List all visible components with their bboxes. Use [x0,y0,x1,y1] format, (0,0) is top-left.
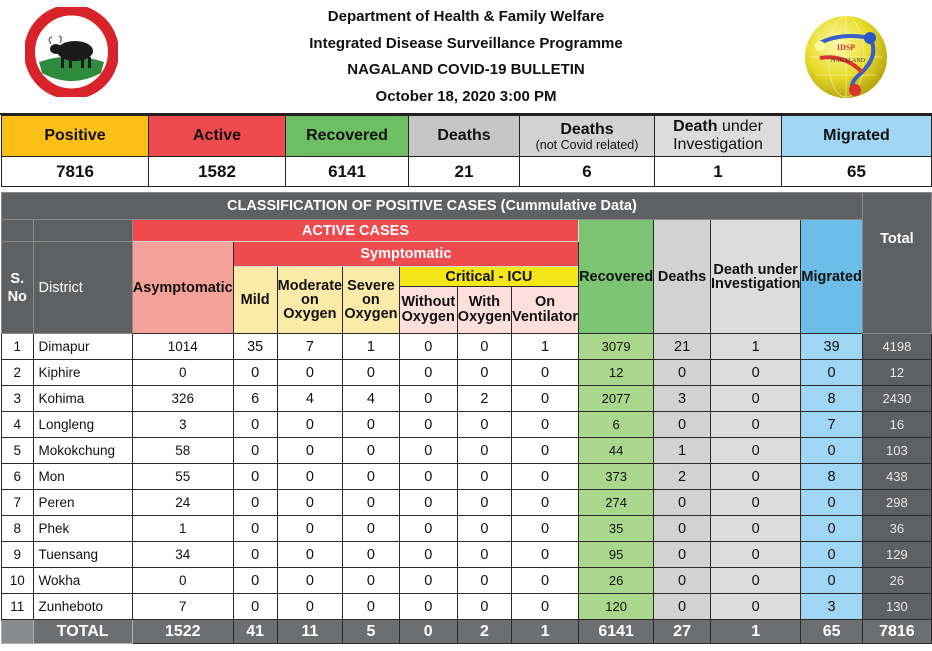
severe-cell: 0 [343,490,400,516]
without-oxygen-cell: 0 [399,386,457,412]
table-row [2,438,932,464]
asymptomatic-cell: 7 [132,594,233,620]
migrated-cell: 7 [801,412,862,438]
deaths-cell: 0 [654,412,711,438]
migrated-cell: 3 [801,594,862,620]
summary-deaths-non-covid-label [520,116,655,157]
totals-moderate: 11 [277,620,342,644]
deaths-cell: 21 [654,334,711,360]
asymptomatic-cell: 3 [132,412,233,438]
header-asymptomatic: Asymptomatic [132,242,233,334]
district-rows [2,334,932,620]
severe-cell: 0 [343,464,400,490]
mild-cell: 0 [233,412,277,438]
death-investigation-cell: 0 [710,412,800,438]
asymptomatic-cell: 58 [132,438,233,464]
summary-migrated-label: Migrated [782,116,932,157]
header-with-oxygen [457,287,511,334]
deaths-cell: 2 [654,464,711,490]
total-cell: 16 [862,412,931,438]
recovered-cell: 3079 [579,334,654,360]
district-cell: Mon [33,464,132,490]
header-blank-sno [2,220,34,242]
migrated-cell: 0 [801,360,862,386]
recovered-cell: 120 [579,594,654,620]
sno-cell: 11 [2,594,34,620]
severe-cell: 0 [343,542,400,568]
sno-cell: 10 [2,568,34,594]
header-moderate-line2: on Oxygen [283,292,337,322]
migrated-cell: 0 [801,490,862,516]
recovered-cell: 274 [579,490,654,516]
mild-cell: 0 [233,464,277,490]
totals-without-oxygen: 0 [399,620,457,644]
totals-on-ventilator: 1 [511,620,578,644]
table-row [2,516,932,542]
district-cell: Tuensang [33,542,132,568]
summary-deaths-non-covid-title: Deaths [560,120,614,138]
totals-label: TOTAL [33,620,132,644]
recovered-cell: 373 [579,464,654,490]
table-row [2,594,932,620]
mild-cell: 0 [233,438,277,464]
bulletin-date: October 18, 2020 3:00 PM [375,87,557,105]
total-cell: 438 [862,464,931,490]
header-active-cases: ACTIVE CASES [132,220,578,242]
on-ventilator-cell: 0 [511,594,578,620]
total-cell: 12 [862,360,931,386]
mild-cell: 0 [233,568,277,594]
without-oxygen-cell: 0 [399,516,457,542]
on-ventilator-cell: 0 [511,360,578,386]
mild-cell: 0 [233,490,277,516]
without-oxygen-cell: 0 [399,568,457,594]
death-investigation-cell: 0 [710,594,800,620]
summary-active-value: 1582 [149,157,286,187]
moderate-cell: 0 [277,594,342,620]
death-investigation-cell: 0 [710,568,800,594]
svg-text:NAGALAND: NAGALAND [831,58,865,64]
summary-death-investigation-rest: under [717,118,763,135]
severe-cell: 1 [343,334,400,360]
asymptomatic-cell: 1 [132,516,233,542]
with-oxygen-cell: 0 [457,594,511,620]
totals-deaths: 27 [654,620,711,644]
death-investigation-cell: 0 [710,542,800,568]
deaths-cell: 0 [654,516,711,542]
mild-cell: 35 [233,334,277,360]
header-symptomatic-label: Symptomatic [360,246,452,262]
deaths-cell: 3 [654,386,711,412]
district-cell: Phek [33,516,132,542]
header-with-line1: With [468,294,501,310]
summary-positive-value: 7816 [2,157,149,187]
mild-cell: 0 [233,516,277,542]
deaths-cell: 0 [654,594,711,620]
header-mild: Mild [233,267,277,334]
sno-cell: 7 [2,490,34,516]
with-oxygen-cell: 0 [457,490,511,516]
moderate-cell: 0 [277,542,342,568]
total-cell: 130 [862,594,931,620]
mild-cell: 0 [233,542,277,568]
totals-migrated: 65 [801,620,862,644]
moderate-cell: 0 [277,412,342,438]
summary-death-investigation-value: 1 [655,157,782,187]
death-investigation-cell: 0 [710,386,800,412]
totals-with-oxygen: 2 [457,620,511,644]
migrated-cell: 8 [801,464,862,490]
header-with-line2: Oxygen [457,309,511,325]
recovered-cell: 6 [579,412,654,438]
on-ventilator-cell: 0 [511,438,578,464]
district-cell: Longleng [33,412,132,438]
on-ventilator-cell: 0 [511,464,578,490]
sno-cell: 8 [2,516,34,542]
recovered-cell: 12 [579,360,654,386]
without-oxygen-cell: 0 [399,438,457,464]
summary-migrated-value: 65 [782,157,932,187]
header-district: District [33,242,132,334]
table-row [2,334,932,360]
sno-cell: 1 [2,334,34,360]
on-ventilator-cell: 0 [511,542,578,568]
death-investigation-cell: 0 [710,438,800,464]
bulletin-title-block [200,4,732,110]
with-oxygen-cell: 0 [457,438,511,464]
without-oxygen-cell: 0 [399,464,457,490]
header-sno [2,242,34,334]
death-investigation-cell: 0 [710,490,800,516]
nagaland-government-emblem-icon [25,7,118,97]
asymptomatic-cell: 0 [132,568,233,594]
death-investigation-cell: 0 [710,516,800,542]
totals-mild: 41 [233,620,277,644]
totals-total: 7816 [862,620,931,644]
table-row [2,360,932,386]
death-investigation-cell: 1 [710,334,800,360]
asymptomatic-cell: 55 [132,464,233,490]
severe-cell: 0 [343,438,400,464]
summary-deaths-non-covid-value: 6 [520,157,655,187]
header-deaths: Deaths [654,220,711,334]
district-cell: Kohima [33,386,132,412]
table-row [2,464,932,490]
table-row [2,412,932,438]
summary-death-investigation-label [655,116,782,157]
deaths-cell: 1 [654,438,711,464]
without-oxygen-cell: 0 [399,412,457,438]
migrated-cell: 0 [801,568,862,594]
summary-deaths-value: 21 [409,157,520,187]
without-oxygen-cell: 0 [399,542,457,568]
moderate-cell: 0 [277,490,342,516]
severe-cell: 4 [343,386,400,412]
without-oxygen-cell: 0 [399,490,457,516]
mild-cell: 0 [233,360,277,386]
with-oxygen-cell: 0 [457,542,511,568]
totals-severe: 5 [343,620,400,644]
header-sno-line2: No [7,288,27,305]
with-oxygen-cell: 2 [457,386,511,412]
header-without-line1: Without [401,294,456,310]
header-symptomatic [233,242,578,267]
classification-table [1,192,932,644]
district-cell: Peren [33,490,132,516]
table-row [2,568,932,594]
district-cell: Mokokchung [33,438,132,464]
header-migrated: Migrated [801,220,862,334]
table-row [2,542,932,568]
on-ventilator-cell: 0 [511,490,578,516]
death-investigation-cell: 0 [710,360,800,386]
severe-cell: 0 [343,516,400,542]
summary-deaths-label: Deaths [409,116,520,157]
severe-cell: 0 [343,568,400,594]
on-ventilator-cell: 0 [511,386,578,412]
totals-death-investigation: 1 [710,620,800,644]
totals-blank [2,620,34,644]
with-oxygen-cell: 0 [457,516,511,542]
summary-recovered-label: Recovered [286,116,409,157]
with-oxygen-cell: 0 [457,334,511,360]
summary-active-label: Active [149,116,286,157]
without-oxygen-cell: 0 [399,594,457,620]
summary-death-investigation-line2: Investigation [673,136,763,153]
summary-recovered-value: 6141 [286,157,409,187]
district-cell: Zunheboto [33,594,132,620]
department-title: Department of Health & Family Welfare [327,8,605,25]
with-oxygen-cell: 0 [457,412,511,438]
header-on-ventilator [511,287,578,334]
svg-text:IDSP: IDSP [836,43,856,52]
recovered-cell: 95 [579,542,654,568]
header-severe-line1: Severe on [347,278,395,308]
recovered-cell: 26 [579,568,654,594]
header-severe-line2: Oxygen [344,306,398,322]
with-oxygen-cell: 0 [457,568,511,594]
moderate-cell: 0 [277,438,342,464]
death-investigation-cell: 0 [710,464,800,490]
migrated-cell: 0 [801,542,862,568]
total-cell: 298 [862,490,931,516]
header-recovered: Recovered [579,220,654,334]
header-dui-line2: Investigation [710,275,801,292]
table-row [2,386,932,412]
header-severe [343,267,400,334]
header-blank-district [33,220,132,242]
migrated-cell: 0 [801,438,862,464]
with-oxygen-cell: 0 [457,360,511,386]
table-row [2,490,932,516]
without-oxygen-cell: 0 [399,360,457,386]
asymptomatic-cell: 24 [132,490,233,516]
total-cell: 129 [862,542,931,568]
on-ventilator-cell: 0 [511,568,578,594]
sno-cell: 5 [2,438,34,464]
header-dui-line1: Death under [713,261,798,278]
on-ventilator-cell: 0 [511,412,578,438]
header-vent-line2: Ventilator [511,309,579,325]
moderate-cell: 0 [277,360,342,386]
programme-title: Integrated Disease Surveillance Programme [309,34,623,52]
migrated-cell: 39 [801,334,862,360]
mild-cell: 6 [233,386,277,412]
total-cell: 26 [862,568,931,594]
migrated-cell: 0 [801,516,862,542]
deaths-cell: 0 [654,360,711,386]
deaths-cell: 0 [654,568,711,594]
moderate-cell: 0 [277,464,342,490]
deaths-cell: 0 [654,542,711,568]
asymptomatic-cell: 1014 [132,334,233,360]
sno-cell: 2 [2,360,34,386]
moderate-cell: 4 [277,386,342,412]
without-oxygen-cell: 0 [399,334,457,360]
recovered-cell: 44 [579,438,654,464]
header-sno-line1: S. [10,270,25,287]
asymptomatic-cell: 34 [132,542,233,568]
on-ventilator-cell: 1 [511,334,578,360]
header-total: Total [862,193,931,334]
summary-positive-label: Positive [2,116,149,157]
total-cell: 103 [862,438,931,464]
sno-cell: 6 [2,464,34,490]
bulletin-header [0,0,932,114]
total-cell: 4198 [862,334,931,360]
district-cell: Kiphire [33,360,132,386]
migrated-cell: 8 [801,386,862,412]
with-oxygen-cell: 0 [457,464,511,490]
header-critical-icu: Critical - ICU [399,267,578,287]
severe-cell: 0 [343,412,400,438]
severe-cell: 0 [343,360,400,386]
mild-cell: 0 [233,594,277,620]
total-cell: 2430 [862,386,931,412]
moderate-cell: 7 [277,334,342,360]
sno-cell: 3 [2,386,34,412]
bulletin-title: NAGALAND COVID-19 BULLETIN [347,61,585,78]
idsp-globe-icon [800,14,892,100]
header-vent-line1: On [534,294,556,310]
totals-row [2,620,932,644]
moderate-cell: 0 [277,516,342,542]
header-moderate-line1: Moderate [277,278,343,294]
summary-deaths-non-covid-sublabel: (not Covid related) [535,137,639,152]
summary-table [1,115,932,187]
header-without-oxygen [399,287,457,334]
totals-recovered: 6141 [579,620,654,644]
district-cell: Wokha [33,568,132,594]
header-moderate [277,267,342,334]
asymptomatic-cell: 0 [132,360,233,386]
district-cell: Dimapur [33,334,132,360]
total-cell: 36 [862,516,931,542]
severe-cell: 0 [343,594,400,620]
on-ventilator-cell: 0 [511,516,578,542]
moderate-cell: 0 [277,568,342,594]
svg-text:UNITY: UNITY [62,17,81,23]
recovered-cell: 35 [579,516,654,542]
sno-cell: 9 [2,542,34,568]
sno-cell: 4 [2,412,34,438]
summary-death-investigation-bold: Death [673,118,718,135]
classification-banner: CLASSIFICATION OF POSITIVE CASES (Cummulative Data) [2,193,863,220]
totals-asymptomatic: 1522 [132,620,233,644]
asymptomatic-cell: 326 [132,386,233,412]
header-death-under-investigation [710,220,800,334]
header-without-line2: Oxygen [401,309,455,325]
deaths-cell: 0 [654,490,711,516]
recovered-cell: 2077 [579,386,654,412]
